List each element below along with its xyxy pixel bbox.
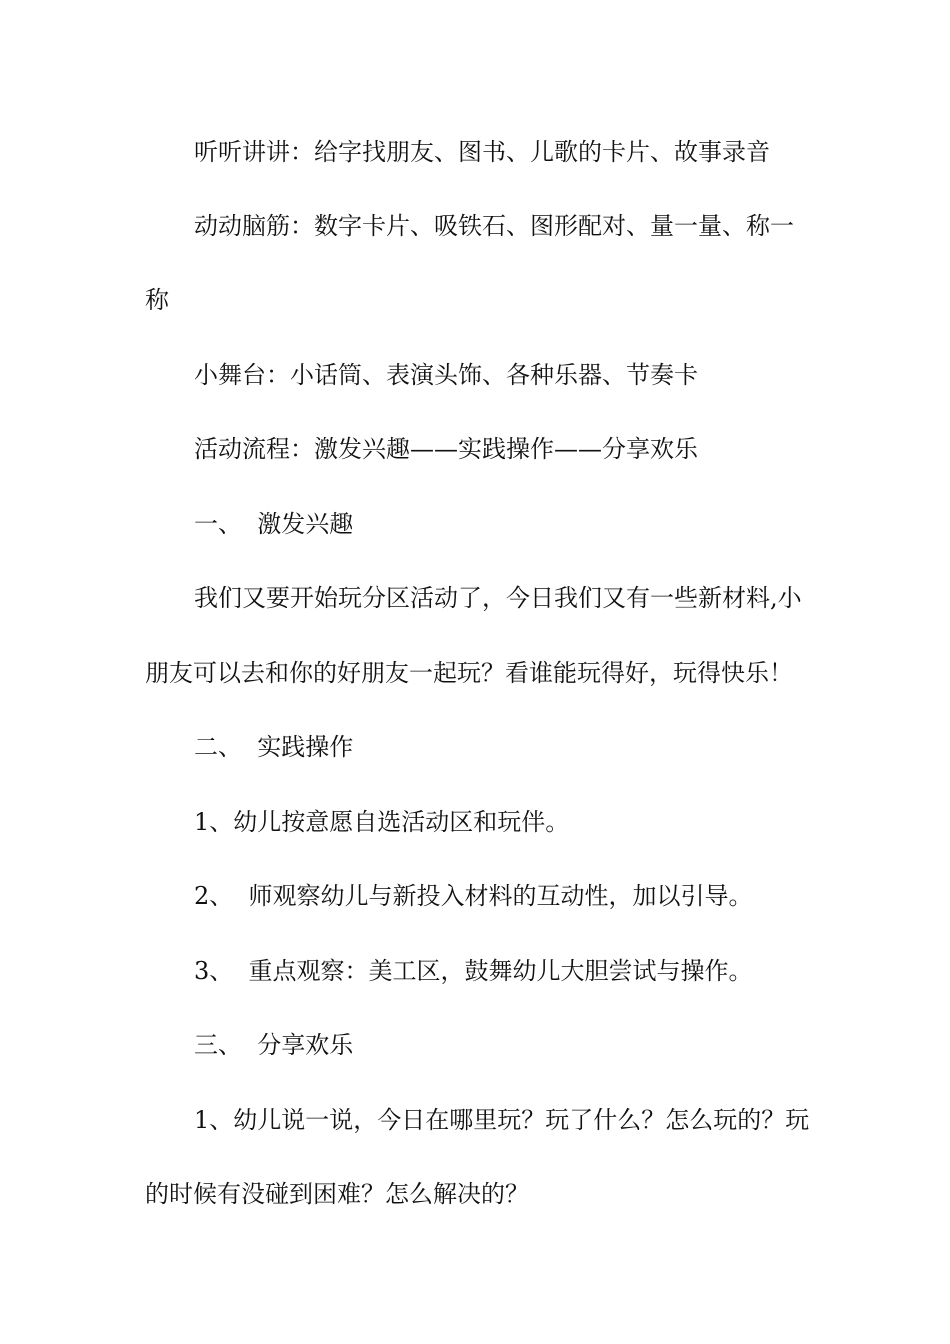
paragraph-line: 我们又要开始玩分区活动了，今日我们又有一些新材料,小 (194, 584, 802, 612)
paragraph-line: 活动流程：激发兴趣——实践操作——分享欢乐 (194, 435, 698, 463)
list-item: 1、幼儿按意愿自选活动区和玩伴。 (194, 808, 570, 836)
list-item: 1、幼儿说一说，今日在哪里玩？玩了什么？怎么玩的？玩 (194, 1106, 810, 1134)
paragraph-line: 称 (145, 286, 169, 314)
paragraph-line: 朋友可以去和你的好朋友一起玩？看谁能玩得好，玩得快乐！ (145, 659, 793, 687)
paragraph-line: 动动脑筋：数字卡片、吸铁石、图形配对、量一量、称一 (194, 212, 794, 240)
section-heading: 三、 分享欢乐 (194, 1031, 354, 1059)
list-item: 2、 师观察幼儿与新投入材料的互动性，加以引导。 (194, 882, 753, 910)
section-heading: 一、 激发兴趣 (194, 510, 354, 538)
paragraph-line: 小舞台：小话筒、表演头饰、各种乐器、节奏卡 (194, 361, 698, 389)
list-item: 3、 重点观察：美工区，鼓舞幼儿大胆尝试与操作。 (194, 957, 753, 985)
paragraph-line: 听听讲讲：给字找朋友、图书、儿歌的卡片、故事录音 (194, 138, 770, 166)
section-heading: 二、 实践操作 (194, 733, 354, 761)
paragraph-line: 的时候有没碰到困难？怎么解决的？ (145, 1180, 529, 1208)
